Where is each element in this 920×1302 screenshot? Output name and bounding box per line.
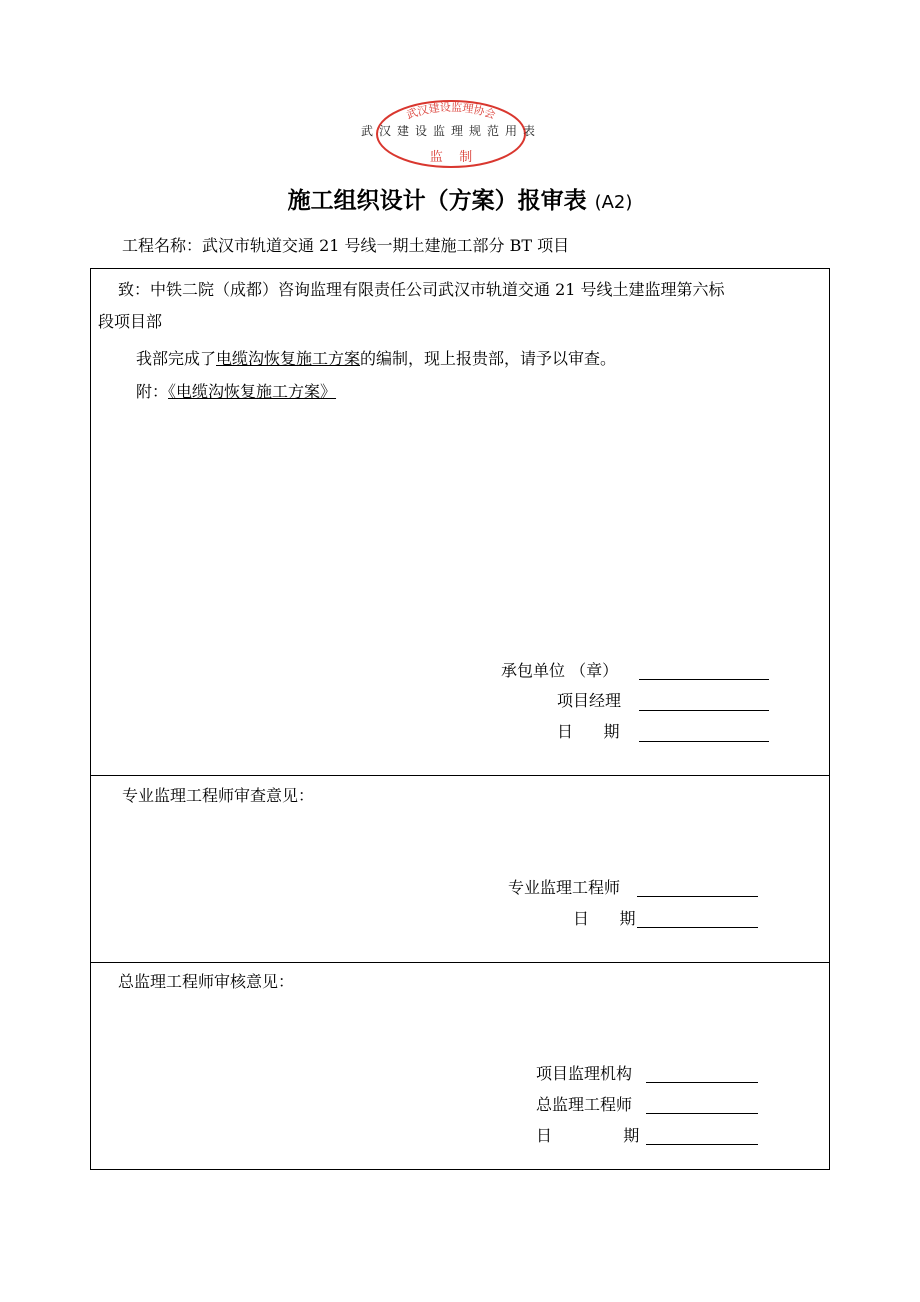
stamp-caption: 武汉建设监理规范用表 xyxy=(360,124,541,138)
specialist-engineer-label: 专业监理工程师 xyxy=(508,878,621,897)
form-title xyxy=(0,182,920,215)
addressee-line-1: 致：中铁二院（成都）咨询监理有限责任公司武汉市轨道交通 21 号线土建监理第六标 xyxy=(118,280,725,299)
statement-suffix: 的编制，现上报贵部，请予以审查。 xyxy=(360,349,617,368)
section2-date-label: 日 期 xyxy=(573,909,636,928)
section3-date-field[interactable] xyxy=(646,1130,758,1145)
supervision-org-field[interactable] xyxy=(646,1068,758,1083)
project-manager-label: 项目经理 xyxy=(557,691,622,710)
stamp-arc-text: 武汉建设监理协会 xyxy=(404,100,498,122)
attachment-value: 《电缆沟恢复施工方案》 xyxy=(168,382,337,401)
row-divider-2 xyxy=(90,962,830,963)
row-divider-1 xyxy=(90,775,830,776)
stamp-mark: 监 制 xyxy=(429,150,473,165)
section1-date-field[interactable] xyxy=(639,727,769,742)
attachment-label: 附： xyxy=(136,382,169,401)
engineer-review-heading: 专业监理工程师审查意见： xyxy=(122,786,315,805)
chief-engineer-label: 总监理工程师 xyxy=(536,1095,633,1114)
specialist-engineer-field[interactable] xyxy=(637,882,758,897)
svg-text:武汉建设监理协会 xyxy=(405,100,498,122)
form-title-main: 施工组织设计（方案）报审表 xyxy=(287,188,587,214)
chief-review-heading: 总监理工程师审核意见： xyxy=(118,972,295,991)
supervision-stamp xyxy=(346,96,556,172)
section1-date-label: 日 期 xyxy=(557,722,620,741)
form-code: (A2) xyxy=(594,192,633,213)
submission-statement xyxy=(136,344,616,374)
project-name: 武汉市轨道交通 21 号线一期土建施工部分 BT 项目 xyxy=(202,236,570,255)
addressee-line-2: 段项目部 xyxy=(98,312,163,331)
project-label: 工程名称： xyxy=(122,236,203,255)
project-name-line xyxy=(122,233,569,256)
contractor-signature-label: 承包单位 （章） xyxy=(501,661,619,680)
section3-date-label: 日 期 xyxy=(536,1126,640,1145)
statement-prefix: 我部完成了 xyxy=(136,349,217,368)
chief-engineer-field[interactable] xyxy=(646,1099,758,1114)
plan-name: 电缆沟恢复施工方案 xyxy=(216,349,361,368)
contractor-signature-field[interactable] xyxy=(639,665,769,680)
project-manager-field[interactable] xyxy=(639,696,769,711)
supervision-org-label: 项目监理机构 xyxy=(536,1064,633,1083)
section2-date-field[interactable] xyxy=(637,913,758,928)
attachment-line xyxy=(136,377,336,407)
